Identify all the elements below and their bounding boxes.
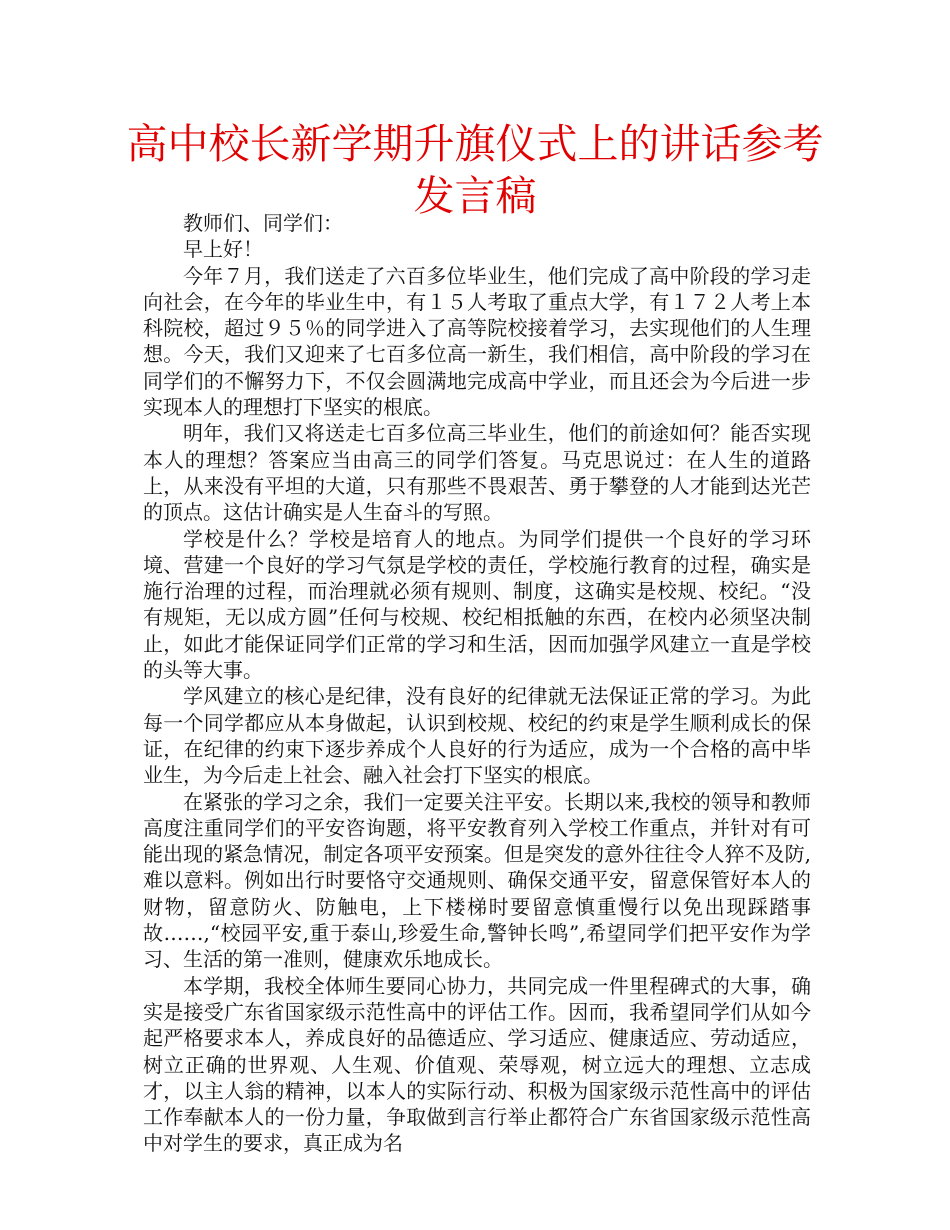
body-paragraph: 明年，我们又将送走七百多位高三毕业生，他们的前途如何？能否实现本人的理想？答案应当由高三的同学们答复。马克思说过：在人生的道路上，从来没有平坦的大道，只有那些不畏艰苦、勇于攀登的人才能到达光芒的顶点。这估计确实是人生奋斗的写照。 <box>143 421 811 525</box>
body-paragraph: 学风建立的核心是纪律，没有良好的纪律就无法保证正常的学习。为此每一个同学都应从本身做起，认识到校规、校纪的约束是学生顺利成长的保证，在纪律的约束下逐步养成个人良好的行为适应，成为一个合格的高中毕业生，为今后走上社会、融入社会打下坚实的根底。 <box>143 684 811 788</box>
body-paragraph: 学校是什么？学校是培育人的地点。为同学们提供一个良好的学习环境、营建一个良好的学习气氛是学校的责任，学校施行教育的过程，确实是施行治理的过程，而治理就必须有规则、制度，这确实是校规、校纪。“没有规矩，无以成方圆”任何与校规、校纪相抵触的东西，在校内必须坚决制止，如此才能保证同学们正常的学习和生活，因而加强学风建立一直是学校的头等大事。 <box>143 526 811 683</box>
body-paragraph: 本学期，我校全体师生要同心协力，共同完成一件里程碑式的大事，确实是接受广东省国家级示范性高中的评估工作。因而，我希望同学们从如今起严格要求本人，养成良好的品德适应、学习适应、健康适应、劳动适应，树立正确的世界观、人生观、价值观、荣辱观，树立远大的理想、立志成才，以主人翁的精神，以本人的实际行动、积极为国家级示范性高中的评估工作奉献本人的一份力量，争取做到言行举止都符合广东省国家级示范性高中对学生的要求，真正成为名 <box>143 973 811 1156</box>
document-body <box>143 210 811 1157</box>
greeting: 早上好！ <box>183 237 263 262</box>
document-title: 高中校长新学期升旗仪式上的讲话参考发言稿 <box>126 120 824 220</box>
salutation: 教师们、同学们： <box>183 211 343 235</box>
body-paragraph: 今年７月，我们送走了六百多位毕业生，他们完成了高中阶段的学习走向社会，在今年的毕业生中，有１５人考取了重点大学，有１７２人考上本科院校，超过９５％的同学进入了高等院校接着学习，去实现他们的人生理想。今天，我们又迎来了七百多位高一新生，我们相信，高中阶段的学习在同学们的不懈努力下，不仅会圆满地完成高中学业，而且还会为今后进一步实现本人的理想打下坚实的根底。 <box>143 263 811 420</box>
body-paragraph: 在紧张的学习之余，我们一定要关注平安。长期以来,我校的领导和教师高度注重同学们的平安咨询题，将平安教育列入学校工作重点，并针对有可能出现的紧急情况，制定各项平安预案。但是突发的意外往往令人猝不及防,难以意料。例如出行时要恪守交通规则、确保交通平安，留意保管好本人的财物，留意防火、防触电，上下楼梯时要留意慎重慢行以免出现踩踏事故……,“校园平安,重于泰山,珍爱生命,警钟长鸣”,希望同学们把平安作为学习、生活的第一准则，健康欢乐地成长。 <box>143 789 811 972</box>
